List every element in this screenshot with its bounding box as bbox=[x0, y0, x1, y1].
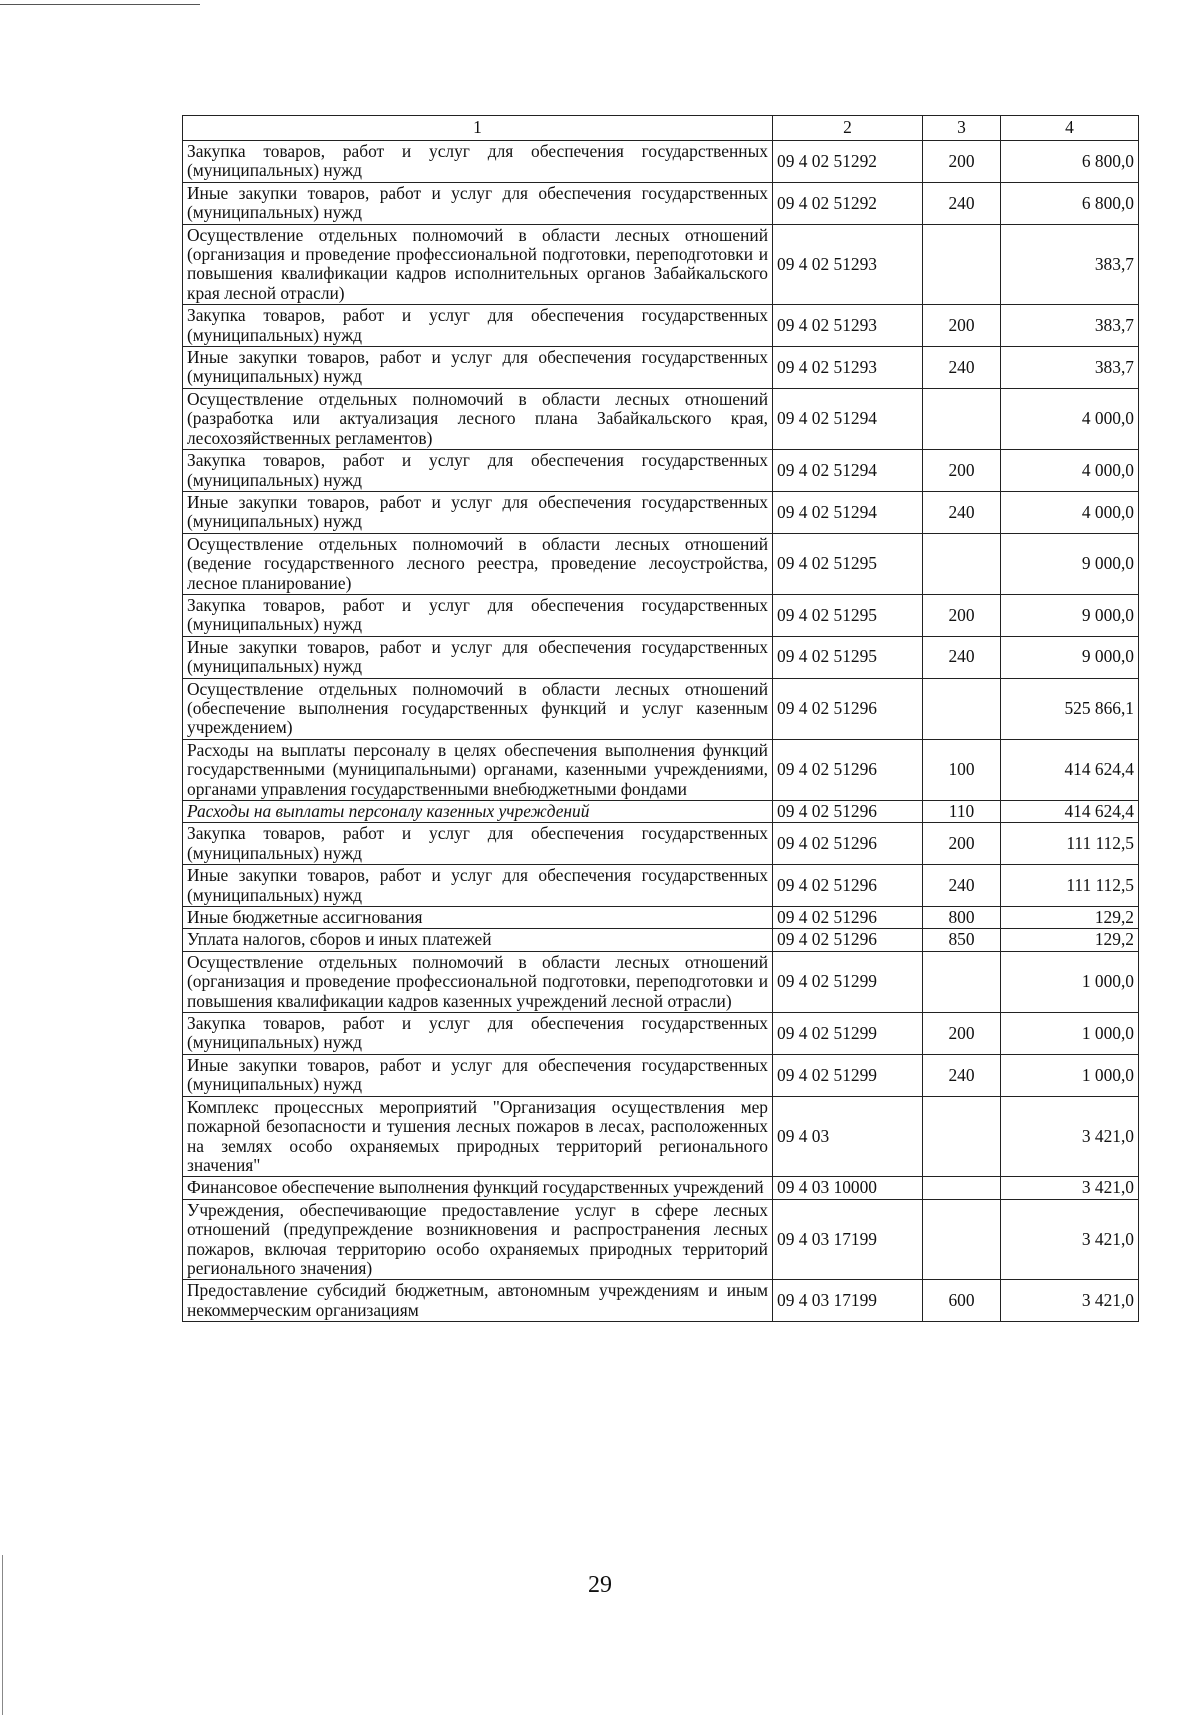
row-code-cell: 09 4 02 51295 bbox=[773, 594, 923, 636]
row-code-cell: 09 4 02 51296 bbox=[773, 929, 923, 951]
table-row bbox=[183, 533, 1139, 594]
table-row bbox=[183, 678, 1139, 739]
row-name-cell: Осуществление отдельных полномочий в области лесных отношений (организация и проведение профессиональной подготовки, переподготовки и повышения квалификации кадров исполнительных органов Забайкальского края лесной отрасли) bbox=[183, 224, 773, 305]
row-name-cell: Уплата налогов, сборов и иных платежей bbox=[183, 929, 773, 951]
row-code-cell: 09 4 02 51293 bbox=[773, 305, 923, 347]
row-sum-cell: 383,7 bbox=[1001, 347, 1139, 389]
row-code-cell: 09 4 02 51296 bbox=[773, 801, 923, 823]
row-code-cell: 09 4 02 51299 bbox=[773, 951, 923, 1012]
row-type-cell bbox=[923, 533, 1001, 594]
table-row bbox=[183, 141, 1139, 183]
row-code-cell: 09 4 02 51293 bbox=[773, 347, 923, 389]
row-code-cell: 09 4 02 51296 bbox=[773, 823, 923, 865]
row-type-cell bbox=[923, 1177, 1001, 1199]
row-type-cell: 200 bbox=[923, 450, 1001, 492]
row-name-cell: Осуществление отдельных полномочий в области лесных отношений (ведение государственного лесного реестра, проведение лесоустройства, лесное планирование) bbox=[183, 533, 773, 594]
row-code-cell: 09 4 02 51296 bbox=[773, 678, 923, 739]
row-name-cell: Иные закупки товаров, работ и услуг для обеспечения государственных (муниципальных) нужд bbox=[183, 1054, 773, 1096]
row-code-cell: 09 4 02 51299 bbox=[773, 1054, 923, 1096]
row-sum-cell: 9 000,0 bbox=[1001, 594, 1139, 636]
row-name-cell: Расходы на выплаты персоналу казенных учреждений bbox=[183, 801, 773, 823]
row-type-cell: 240 bbox=[923, 636, 1001, 678]
table-row bbox=[183, 907, 1139, 929]
table-row bbox=[183, 1199, 1139, 1280]
table-row bbox=[183, 951, 1139, 1012]
row-type-cell: 200 bbox=[923, 594, 1001, 636]
row-sum-cell: 9 000,0 bbox=[1001, 636, 1139, 678]
budget-table bbox=[182, 115, 1139, 1322]
row-code-cell: 09 4 02 51296 bbox=[773, 739, 923, 800]
table-row bbox=[183, 491, 1139, 533]
table-row bbox=[183, 739, 1139, 800]
table-row bbox=[183, 388, 1139, 449]
row-name-cell: Учреждения, обеспечивающие предоставление услуг в сфере лесных отношений (предупреждение возникновения и распространения лесных пожаров, включая территорию особо охраняемых природных территорий регионального значения) bbox=[183, 1199, 773, 1280]
table-row bbox=[183, 801, 1139, 823]
header-col-3: 3 bbox=[923, 116, 1001, 141]
row-type-cell bbox=[923, 1199, 1001, 1280]
row-code-cell: 09 4 02 51294 bbox=[773, 491, 923, 533]
row-name-cell: Иные закупки товаров, работ и услуг для обеспечения государственных (муниципальных) нужд bbox=[183, 182, 773, 224]
row-sum-cell: 383,7 bbox=[1001, 305, 1139, 347]
row-sum-cell: 383,7 bbox=[1001, 224, 1139, 305]
row-name-cell: Иные закупки товаров, работ и услуг для обеспечения государственных (муниципальных) нужд bbox=[183, 491, 773, 533]
row-name-cell: Предоставление субсидий бюджетным, автономным учреждениям и иным некоммерческим организациям bbox=[183, 1280, 773, 1322]
row-type-cell: 240 bbox=[923, 865, 1001, 907]
row-type-cell bbox=[923, 224, 1001, 305]
table-row bbox=[183, 1280, 1139, 1322]
row-sum-cell: 111 112,5 bbox=[1001, 823, 1139, 865]
row-sum-cell: 4 000,0 bbox=[1001, 450, 1139, 492]
row-sum-cell: 4 000,0 bbox=[1001, 491, 1139, 533]
row-code-cell: 09 4 02 51292 bbox=[773, 141, 923, 183]
table-row bbox=[183, 224, 1139, 305]
row-name-cell: Иные бюджетные ассигнования bbox=[183, 907, 773, 929]
row-name-cell: Закупка товаров, работ и услуг для обеспечения государственных (муниципальных) нужд bbox=[183, 141, 773, 183]
row-type-cell bbox=[923, 951, 1001, 1012]
row-sum-cell: 9 000,0 bbox=[1001, 533, 1139, 594]
row-type-cell: 600 bbox=[923, 1280, 1001, 1322]
row-name-cell: Иные закупки товаров, работ и услуг для обеспечения государственных (муниципальных) нужд bbox=[183, 347, 773, 389]
row-type-cell: 110 bbox=[923, 801, 1001, 823]
row-sum-cell: 1 000,0 bbox=[1001, 1013, 1139, 1055]
row-sum-cell: 129,2 bbox=[1001, 929, 1139, 951]
table-row bbox=[183, 450, 1139, 492]
row-sum-cell: 1 000,0 bbox=[1001, 951, 1139, 1012]
row-type-cell: 800 bbox=[923, 907, 1001, 929]
row-sum-cell: 6 800,0 bbox=[1001, 182, 1139, 224]
table-row bbox=[183, 1177, 1139, 1199]
scan-artifact-line bbox=[0, 4, 200, 5]
row-code-cell: 09 4 02 51294 bbox=[773, 450, 923, 492]
table-row bbox=[183, 865, 1139, 907]
row-name-cell: Закупка товаров, работ и услуг для обеспечения государственных (муниципальных) нужд bbox=[183, 305, 773, 347]
row-name-cell: Расходы на выплаты персоналу в целях обеспечения выполнения функций государственными (муниципальными) органами, казенными учреждениями, органами управления государственными внебюджетными фондами bbox=[183, 739, 773, 800]
row-sum-cell: 414 624,4 bbox=[1001, 801, 1139, 823]
row-type-cell: 240 bbox=[923, 182, 1001, 224]
row-sum-cell: 6 800,0 bbox=[1001, 141, 1139, 183]
row-name-cell: Закупка товаров, работ и услуг для обеспечения государственных (муниципальных) нужд bbox=[183, 594, 773, 636]
row-code-cell: 09 4 02 51293 bbox=[773, 224, 923, 305]
row-sum-cell: 111 112,5 bbox=[1001, 865, 1139, 907]
row-type-cell: 240 bbox=[923, 347, 1001, 389]
row-type-cell: 200 bbox=[923, 1013, 1001, 1055]
row-name-cell: Закупка товаров, работ и услуг для обеспечения государственных (муниципальных) нужд bbox=[183, 1013, 773, 1055]
row-code-cell: 09 4 03 17199 bbox=[773, 1199, 923, 1280]
row-name-cell: Иные закупки товаров, работ и услуг для обеспечения государственных (муниципальных) нужд bbox=[183, 865, 773, 907]
row-code-cell: 09 4 02 51295 bbox=[773, 533, 923, 594]
row-code-cell: 09 4 03 17199 bbox=[773, 1280, 923, 1322]
row-type-cell: 200 bbox=[923, 141, 1001, 183]
table-row bbox=[183, 594, 1139, 636]
header-col-1: 1 bbox=[183, 116, 773, 141]
row-sum-cell: 4 000,0 bbox=[1001, 388, 1139, 449]
table-row bbox=[183, 636, 1139, 678]
table-row bbox=[183, 182, 1139, 224]
row-type-cell bbox=[923, 678, 1001, 739]
table-row bbox=[183, 929, 1139, 951]
row-name-cell: Финансовое обеспечение выполнения функций государственных учреждений bbox=[183, 1177, 773, 1199]
row-type-cell: 200 bbox=[923, 823, 1001, 865]
row-code-cell: 09 4 02 51296 bbox=[773, 865, 923, 907]
header-col-2: 2 bbox=[773, 116, 923, 141]
row-code-cell: 09 4 02 51295 bbox=[773, 636, 923, 678]
row-code-cell: 09 4 03 10000 bbox=[773, 1177, 923, 1199]
table-row bbox=[183, 1054, 1139, 1096]
row-code-cell: 09 4 02 51292 bbox=[773, 182, 923, 224]
row-name-cell: Закупка товаров, работ и услуг для обеспечения государственных (муниципальных) нужд bbox=[183, 823, 773, 865]
row-type-cell: 200 bbox=[923, 305, 1001, 347]
row-sum-cell: 3 421,0 bbox=[1001, 1177, 1139, 1199]
table-header-row bbox=[183, 116, 1139, 141]
table-row bbox=[183, 823, 1139, 865]
page-number: 29 bbox=[588, 1572, 612, 1598]
row-code-cell: 09 4 03 bbox=[773, 1096, 923, 1177]
row-type-cell: 850 bbox=[923, 929, 1001, 951]
row-sum-cell: 3 421,0 bbox=[1001, 1280, 1139, 1322]
row-type-cell: 240 bbox=[923, 491, 1001, 533]
row-type-cell bbox=[923, 388, 1001, 449]
row-type-cell: 100 bbox=[923, 739, 1001, 800]
table-row bbox=[183, 1096, 1139, 1177]
row-sum-cell: 1 000,0 bbox=[1001, 1054, 1139, 1096]
table-row bbox=[183, 347, 1139, 389]
row-name-cell: Осуществление отдельных полномочий в области лесных отношений (организация и проведение профессиональной подготовки, переподготовки и повышения квалификации кадров казенных учреждений лесной отрасли) bbox=[183, 951, 773, 1012]
row-code-cell: 09 4 02 51294 bbox=[773, 388, 923, 449]
table-row bbox=[183, 305, 1139, 347]
row-sum-cell: 3 421,0 bbox=[1001, 1199, 1139, 1280]
row-sum-cell: 3 421,0 bbox=[1001, 1096, 1139, 1177]
row-name-cell: Комплекс процессных мероприятий "Организация осуществления мер пожарной безопасности и тушения лесных пожаров в лесах, расположенных на землях особо охраняемых природных территорий регионального значения" bbox=[183, 1096, 773, 1177]
row-name-cell: Осуществление отдельных полномочий в области лесных отношений (обеспечение выполнения государственных функций и услуг казенным учреждением) bbox=[183, 678, 773, 739]
row-name-cell: Осуществление отдельных полномочий в области лесных отношений (разработка или актуализация лесного плана Забайкальского края, лесохозяйственных регламентов) bbox=[183, 388, 773, 449]
row-code-cell: 09 4 02 51299 bbox=[773, 1013, 923, 1055]
row-sum-cell: 414 624,4 bbox=[1001, 739, 1139, 800]
row-sum-cell: 129,2 bbox=[1001, 907, 1139, 929]
header-col-4: 4 bbox=[1001, 116, 1139, 141]
table-row bbox=[183, 1013, 1139, 1055]
row-type-cell: 240 bbox=[923, 1054, 1001, 1096]
row-name-cell: Закупка товаров, работ и услуг для обеспечения государственных (муниципальных) нужд bbox=[183, 450, 773, 492]
row-code-cell: 09 4 02 51296 bbox=[773, 907, 923, 929]
row-type-cell bbox=[923, 1096, 1001, 1177]
table-body bbox=[183, 116, 1139, 1322]
row-name-cell: Иные закупки товаров, работ и услуг для обеспечения государственных (муниципальных) нужд bbox=[183, 636, 773, 678]
row-sum-cell: 525 866,1 bbox=[1001, 678, 1139, 739]
